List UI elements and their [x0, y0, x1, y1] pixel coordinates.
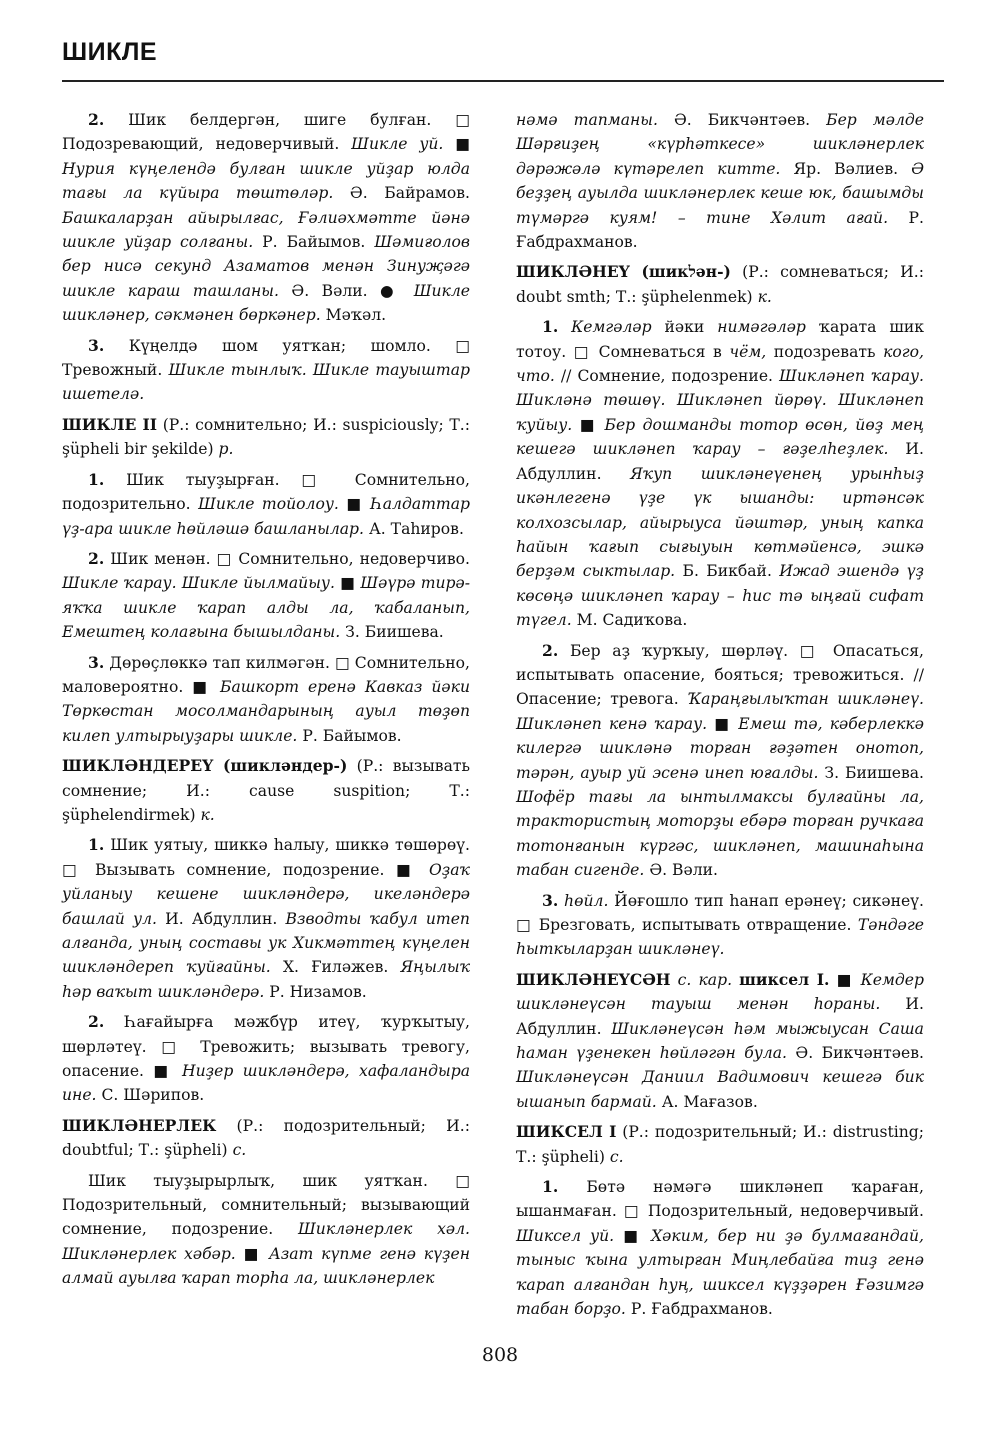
text-segment: С. Шәрипов.: [96, 1086, 205, 1105]
italic-example: с. кар.: [677, 970, 733, 989]
dictionary-entry: [516, 968, 924, 1114]
text-segment: И. Абдуллин.: [516, 440, 924, 483]
italic-example: Шиксел уй.: [516, 1226, 615, 1245]
text-segment: [671, 971, 678, 989]
text-segment: Ә. Бикчәнтәев.: [786, 1044, 924, 1063]
sense-number: 3.: [88, 652, 105, 672]
dictionary-entry: [62, 413, 470, 462]
italic-example: Бер мәлде Шәрғиҙең «күрһәткесе» шикләнерлек дәрәжәлә күтәрелеп китте.: [516, 111, 924, 178]
text-segment: З. Биишева.: [340, 623, 444, 642]
italic-example: Шофёр тағы ла ынтылмаксы булғайны ла, трактористың моторҙы ебәрә торған ручкаға тотонғанын күргәс, шикләнеп, машинаһына табан сигенде.: [516, 787, 924, 880]
text-segment: Р. Ғабдрахманов.: [625, 1300, 773, 1319]
sense-number: 2.: [88, 548, 105, 568]
sense-number: 1.: [542, 317, 559, 337]
italic-example: с.: [232, 1141, 247, 1160]
italic-example: Азат күпме генә күҙен алмай ауылға ҡарап торһа ла, шикләнерлек: [62, 1244, 470, 1288]
italic-example: Һалдаттар үҙ-ара шикле һөйләшә башланылар.: [62, 495, 470, 538]
text-segment: А. Таһиров.: [363, 519, 464, 538]
entry-paragraph: [62, 651, 470, 749]
text-segment: подозревать: [766, 342, 884, 361]
text-segment: Күңелдә шом уятҡан; шомло. □ Тревожный.: [62, 336, 470, 380]
italic-example: Кемгәләр: [571, 318, 652, 337]
entry-paragraph: [62, 108, 470, 328]
italic-example: Башкаларҙан айырылғас, Ғәлиәхмәтте йәнә шикле уйҙар солғаны.: [62, 208, 470, 252]
italic-example: нәмә тапманы.: [516, 111, 658, 129]
italic-example: Хәким, бер ни ҙә булмағандай, тыныс ҡына ултырған Миңлебайға тиҙ генә ҡарап алғандан һуң, шиксел күҙҙәрен Ғәзимгә табан борҙо.: [516, 1226, 924, 1319]
headword: ШИКЛӘНДЕРЕҮ (шикләндер-): [62, 756, 348, 776]
dictionary-entry: [516, 260, 924, 309]
text-segment: И. Абдуллин.: [516, 995, 924, 1038]
sense-number: 2.: [542, 640, 559, 660]
text-segment: (Р.: подозрительный; И.: distrusting; Т.: şüpheli): [516, 1123, 924, 1166]
italic-example: Шикләнеүсән һәм мыжыусан Саша һаман үҙенекен һөйләгән була.: [516, 1019, 924, 1063]
text-segment: Бөтә нәмәгә шикләнеп ҡараған, ышанмаған. □ Подозрительный, недоверчивый.: [516, 1178, 924, 1221]
text-segment: Х. Ғиләжев.: [270, 958, 401, 977]
text-segment: Ә. Вәли.: [644, 861, 718, 880]
headword: шиксел I.: [739, 969, 830, 989]
text-segment: Шик менән. □ Сомнительно, недоверчиво.: [104, 549, 470, 568]
entry-paragraph: [62, 833, 470, 1004]
italic-example: Бер дошманды тотор өсөн, йөҙ мең кешегә шикләнеп ҡарау – ғәҙелһеҙлек.: [516, 415, 924, 459]
italic-example: Шикле шикләнер, сәкмәнен бөркәнер.: [62, 281, 470, 325]
italic-example: к.: [200, 805, 215, 824]
text-segment: Р. Байымов.: [297, 726, 402, 745]
italic-example: Оҙаҡ уйланыу кешене шикләндерә, икеләндерә башлай ул.: [62, 860, 470, 928]
text-segment: (Р.: сомневаться; И.: doubt smth; Т.: şüphelenmek): [516, 263, 924, 306]
text-segment: Бер аҙ ҡурҡыу, шөрләү. □ Опасаться, испытывать опасение, бояться; тревожиться. // Опасение; тревога.: [516, 641, 924, 709]
italic-example: Шикле тойолоу.: [198, 495, 339, 514]
entry-paragraph: [516, 639, 924, 883]
text-segment: Шик тыуҙырған. □ Сомнительно, подозрительно.: [62, 470, 470, 514]
headword: ШИКЛӘНЕҮ (шикלән-): [516, 262, 731, 282]
text-segment: Дөрөҫлөккә тап килмәгән. □ Сомнительно, маловероятно. ■: [62, 653, 470, 696]
italic-example: Емеш тә, кәберлеккә килергә шикләнә торған ғәҙәтен онотоп, тәрән, ауыр уй эсенә инеп юғалды.: [516, 714, 924, 782]
italic-example: к.: [757, 287, 772, 306]
text-segment: Шик тыуҙырырлыҡ, шик уятҡан. □ Подозрительный, сомнительный; вызывающий сомнение, подозрение.: [62, 1171, 470, 1239]
text-segment: Р. Байымов.: [253, 233, 375, 252]
text-segment: Шик уятыу, шиккә һалыу, шиккә төшөрөү. □ Вызывать сомнение, подозрение. ■: [62, 836, 470, 879]
headword: ШИКЛӘНЕҮСӘН: [516, 969, 671, 989]
italic-example: Шикле ҡарау. Шикле йылмайыу.: [62, 574, 335, 593]
headword: ШИКСЕЛ I: [516, 1122, 617, 1142]
italic-example: Шикләнеүсән Даниил Вадимович кешегә бик ышанып бармай.: [516, 1068, 924, 1111]
text-segment: З. Биишева.: [818, 763, 924, 782]
header-rule: [62, 80, 944, 82]
italic-example: Шикләнеп ҡарау. Шикләнә төшөү. Шикләнеп йөрөү. Шикләнеп ҡуйыу.: [516, 367, 924, 434]
italic-example: Ҡараңғылыҡтан шикләнеү. Шикләнеп кенә ҡарау.: [516, 690, 924, 733]
text-segment: ■: [235, 1244, 269, 1263]
text-segment: (Р.: сомнительно; И.: suspiciously; Т.: şüpheli bir şekilde): [62, 415, 470, 459]
dictionary-entry: [62, 754, 470, 827]
text-segment: Ә. Байрамов.: [333, 184, 470, 203]
italic-example: һөйл.: [564, 891, 609, 910]
text-segment: (Р.: подозрительный; И.: doubtful; Т.: şüpheli): [62, 1116, 470, 1160]
italic-example: Взводты ҡабул итеп алғанда, уның составы ук Хикмәттең күңелен шикләндереп ҡуйғайны.: [62, 909, 470, 977]
italic-example: Ниҙер шикләндерә, хафаландыра ине.: [62, 1062, 470, 1105]
text-segment: М. Садиҡова.: [571, 611, 688, 630]
italic-example: Башкорт еренә Кавказ йәки Төркөстан мосолмандарының ауыл төҙөп килеп ултырыуҙары шикле.: [62, 677, 470, 745]
text-segment: // Сомнение, подозрение.: [554, 367, 780, 386]
text-segment: Шик белдергән, шиге булған. □ Подозревающий, недоверчивый.: [62, 111, 470, 154]
entry-paragraph: [516, 1175, 924, 1321]
sense-number: 3.: [88, 335, 105, 355]
headword: ШИКЛЕ II: [62, 414, 158, 434]
text-segment: Һағайырға мәжбүр итеү, ҡурҡытыу, шөрләтеү. □ Тревожить; вызывать тревогу, опасение. ■: [62, 1013, 470, 1081]
text-segment: (Р.: вызывать сомнение; И.: cause suspition; Т.: şüphelendirmek): [62, 757, 470, 824]
entry-paragraph: [62, 334, 470, 407]
italic-example: Кемдер шикләнеүсән тауыш менән һораны.: [516, 970, 924, 1014]
text-segment: ■: [443, 135, 471, 154]
italic-example: Шәүрә тирә-яҡҡа шикле ҡарап алды ла, ҡабаланып, Емештең колағына бышылданы.: [62, 574, 471, 642]
text-segment: ■: [614, 1226, 652, 1245]
text-segment: ■: [707, 714, 739, 733]
text-segment: Ә. Вәли. ●: [278, 281, 414, 300]
text-segment: Р. Ғабдрахманов.: [516, 208, 925, 252]
entry-paragraph: [516, 889, 924, 962]
dictionary-entry: [516, 1120, 924, 1169]
dictionary-entry: [62, 1114, 470, 1163]
italic-example: Шәмиғолов бер нисә секунд Азаматов менән Зинуҗәгә шикле караш ташланы.: [62, 233, 470, 300]
text-segment: ҡарата шик тотоу. □ Сомневаться в: [516, 318, 924, 361]
entry-paragraph: [62, 1010, 470, 1108]
entry-paragraph: [62, 468, 470, 541]
entry-paragraph: [62, 547, 470, 645]
sense-number: 1.: [542, 1177, 559, 1197]
text-segment: ■: [334, 574, 361, 593]
sense-number: 2.: [88, 110, 105, 129]
right-column: [516, 108, 924, 1322]
entry-paragraph: [516, 315, 924, 632]
italic-example: Шикле уй.: [351, 135, 444, 154]
entry-paragraph: [516, 108, 924, 254]
text-segment: йәки: [651, 318, 718, 337]
italic-example: Шикләнерлек хәл. Шикләнерлек хәбәр.: [62, 1220, 471, 1263]
text-segment: Б. Бикбай.: [675, 562, 780, 581]
italic-example: Шикле тынлыҡ. Шикле тауыштар ишетелә.: [62, 361, 470, 404]
sense-number: 1.: [88, 835, 105, 855]
italic-example: Яҡуп шикләнеүенең урынһыҙ икәнлегенә үҙе үк ышанды: иртәнсәк колхозсылар, айырыуса йәштәр, уның капка һайын ҡағып сығыуын көтмәйенсә, эшкә берҙәм сыктылар.: [516, 464, 924, 581]
entry-paragraph: [62, 1169, 470, 1291]
italic-example: Ә беҙҙең ауылда шикләнерлек кеше юк, башымды түмәргә куям! – тине Хәлит ағай.: [516, 159, 924, 227]
italic-example: кого, что.: [516, 342, 924, 386]
text-segment: Ә. Бикчәнтәев.: [657, 111, 827, 129]
italic-example: чём,: [729, 342, 767, 361]
text-segment: И. Абдуллин.: [156, 909, 286, 928]
sense-number: 3.: [542, 890, 559, 910]
italic-example: Тәндәге һыткыларҙан шикләнеү.: [516, 916, 924, 959]
italic-example: р.: [218, 440, 234, 459]
headword: ШИКЛӘНЕРЛЕК: [62, 1115, 217, 1135]
text-segment: Мәҡәл.: [320, 306, 387, 325]
italic-example: Ижад эшендә үҙ көсөңә шикләнеп ҡарау – һис тә ыңғай сифат түгел.: [516, 562, 924, 630]
text-segment: [558, 318, 571, 336]
text-segment: Р. Низамов.: [264, 982, 367, 1001]
italic-example: нимәгәләр: [717, 318, 806, 337]
italic-example: с.: [609, 1147, 624, 1166]
text-segment: ■: [338, 495, 372, 514]
text-segment: ■: [829, 970, 861, 989]
text-segment: А. Мағазов.: [656, 1092, 758, 1111]
left-column: [62, 108, 470, 1291]
sense-number: 2.: [88, 1012, 105, 1032]
text-segment: ■: [572, 415, 605, 434]
text-segment: Йөғошло тип һанап ерәнеү; сикәнеү. □ Брезговать, испытывать отвращение.: [516, 891, 924, 934]
italic-example: Яңылыҡ һәр ваҡыт шикләндерә.: [62, 958, 471, 1001]
sense-number: 1.: [88, 469, 105, 489]
running-head: ШИКЛЕ: [62, 38, 158, 66]
text-segment: Яр. Вәлиев.: [780, 159, 912, 178]
italic-example: Нурия күңелендә булған шикле уйҙар юлда тағы ла күйыра төштөләр.: [62, 159, 470, 203]
page-number: 808: [481, 1344, 519, 1366]
